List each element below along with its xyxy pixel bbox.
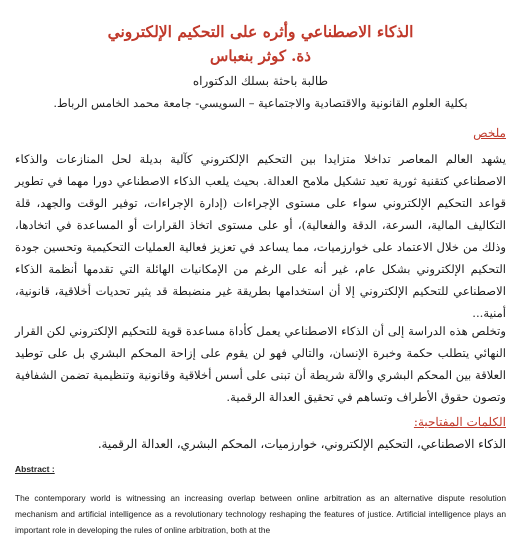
keywords-text: الذكاء الاصطناعي، التحكيم الإلكتروني، خوارزميات، المحكم البشري، العدالة الرقمية. [97, 437, 506, 451]
author-role: طالبة باحثة بسلك الدكتوراه [192, 74, 329, 88]
keywords-heading: الكلمات المفتاحية: [413, 415, 506, 429]
abstract-text: The contemporary world is witnessing an increasing overlap between online arbitration as an alternative dispute resolution mechanism and artificial intelligence as a revolutionary technology reshaping the features of justice. Artificial intelligence plays an important role in developing the rules of online arbitration, both at the [15, 493, 506, 535]
document-title: الذكاء الاصطناعي وأثره على التحكيم الإلكتروني [107, 22, 414, 41]
summary-heading: ملخص [473, 126, 506, 140]
author-name: ذة. كوثر بنعباس [210, 47, 311, 65]
author-affiliation: بكلية العلوم القانونية والاقتصادية والاجتماعية – السويسي- جامعة محمد الخامس الرباط. [53, 96, 468, 110]
summary-paragraph-2: وتخلص هذه الدراسة إلى أن الذكاء الاصطناعي يعمل كأداة مساعدة قوية للتحكيم الإلكتروني لكن القرار النهائي يتطلب حكمة وخبرة الإنسان، والتالي فهو لن يقوم على إزاحة المحكم البشري بل على توطيد العلاقة بين المحكم البشري والآلة شريطة أن تبنى على أسس أخلاقية وقانونية وتنظيمية تضمن الشفافية وتصون حقوق الأطراف وتساهم في تحقيق العدالة الرقمية. [15, 324, 506, 404]
abstract-heading: Abstract : [15, 464, 55, 474]
summary-paragraph-1: يشهد العالم المعاصر تداخلا متزايدا بين التحكيم الإلكتروني كآلية بديلة لحل المنازعات والذكاء الاصطناعي كتقنية ثورية تعيد تشكيل ملامح العدالة. بحيث يلعب الذكاء الاصطناعي دورا مهما في تطوير قواعد التحكيم الإلكتروني سواء على مستوى الإجراءات (إدارة الإجراءات، توفير الوقت والجهد، قلة التكاليف المالية، السرعة، الدقة والفعالية)، أو على مستوى اتخاذ القرارات أو المساعدة في اتخادها، وذلك من خلال الاعتماد على خوارزميات، مما يساعد في تعزيز فعالية العمليات التحكيمية وتحسين جودة التحكيم الإلكتروني بشكل عام، غير أنه على الرغم من الإمكانيات الهائلة التي تقدمها أنظمة الذكاء الاصطناعي للتحكيم الإلكتروني إلا أن استخدامها بطريقة غير منضبطة قد يثير تحديات أخلاقية، قانونية، أمنية... [15, 152, 506, 320]
